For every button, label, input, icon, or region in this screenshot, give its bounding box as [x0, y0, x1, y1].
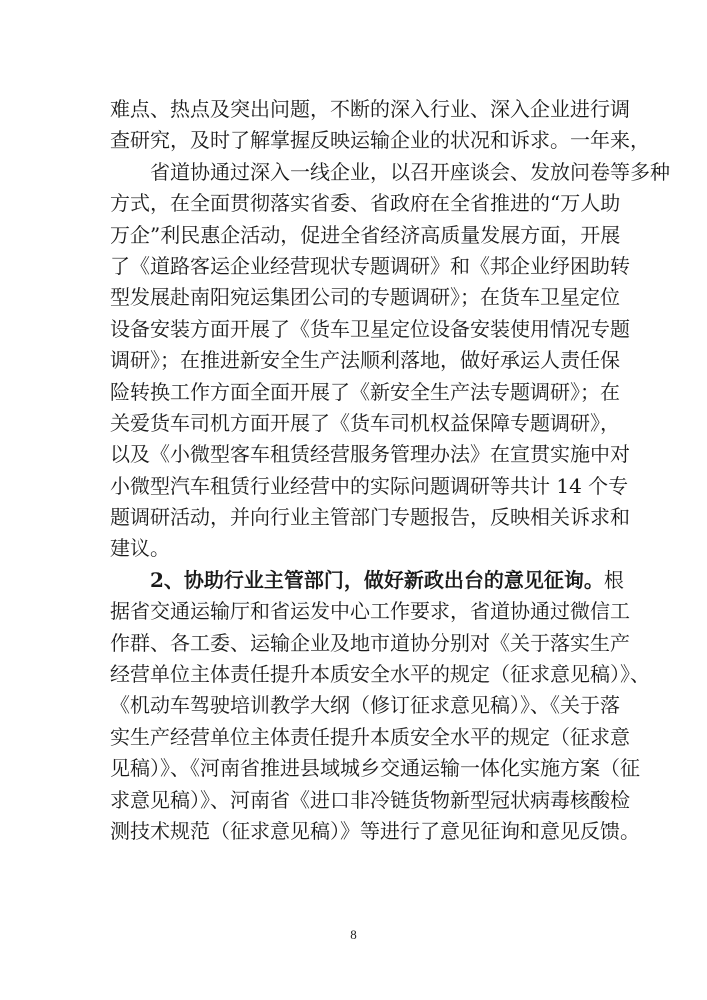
text-line: 建议。	[110, 536, 170, 561]
page-number: 8	[350, 927, 357, 942]
text-line: 见稿）》、《河南省推进县域城乡交通运输一体化实施方案（征	[110, 756, 640, 781]
text-line: 险转换工作方面全面开展了《新安全生产法专题调研》；在	[110, 379, 620, 404]
text-line: 万企”利民惠企活动，促进全省经济高质量发展方面，开展	[110, 222, 621, 247]
text-line: 难点、热点及突出问题，不断的深入行业、深入企业进行调	[110, 97, 630, 121]
text-line: 求意见稿）》、河南省《进口非冷链货物新型冠状病毒核酸检	[110, 787, 630, 812]
text-line: 查研究，及时了解掌握反映运输企业的状况和诉求。一年来，	[110, 128, 650, 153]
text-line: 测技术规范（征求意见稿）》等进行了意见征询和意见反馈。	[110, 818, 640, 843]
text-line: 《机动车驾驶培训教学大纲（修订征求意见稿）》、《关于落	[110, 693, 620, 718]
text-line: 方式，在全面贯彻落实省委、省政府在全省推进的“万人助	[110, 191, 621, 216]
text-line: 省道协通过深入一线企业，以召开座谈会、发放问卷等多种	[150, 159, 670, 184]
paragraph-consultation	[110, 565, 650, 848]
text-line: 关爱货车司机方面开展了《货车司机权益保障专题调研》，	[110, 410, 620, 435]
text-line: 据省交通运输厅和省运发中心工作要求，省道协通过微信工	[110, 599, 630, 624]
text-line: 题调研活动，并向行业主管部门专题报告，反映相关诉求和	[110, 505, 630, 530]
text-line: 作群、各工委、运输企业及地市道协分别对《关于落实生产	[110, 630, 630, 655]
body-text	[110, 94, 670, 847]
text-line: 小微型汽车租赁行业经营中的实际问题调研等共计 14 个专	[110, 473, 629, 498]
paragraph-research	[110, 94, 670, 565]
text-line: 经营单位主体责任提升本质安全水平的规定（征求意见稿）》、	[110, 662, 650, 687]
text-line: 实生产经营单位主体责任提升本质安全水平的规定（征求意	[110, 724, 630, 749]
text-line: 了《道路客运企业经营现状专题调研》和《邦企业纾困助转	[110, 253, 630, 278]
text-fragment: 根	[603, 567, 624, 592]
text-line: 以及《小微型客车租赁经营服务管理办法》在宣贯实施中对	[110, 442, 630, 467]
text-line: 调研》；在推进新安全生产法顺利落地，做好承运人责任保	[110, 348, 620, 373]
text-line	[110, 565, 624, 596]
text-line: 型发展赴南阳宛运集团公司的专题调研》；在货车卫星定位	[110, 285, 620, 310]
section-heading: 2、协助行业主管部门，做好新政出台的意见征询。	[150, 567, 604, 592]
text-line: 设备安装方面开展了《货车卫星定位设备安装使用情况专题	[110, 316, 630, 341]
